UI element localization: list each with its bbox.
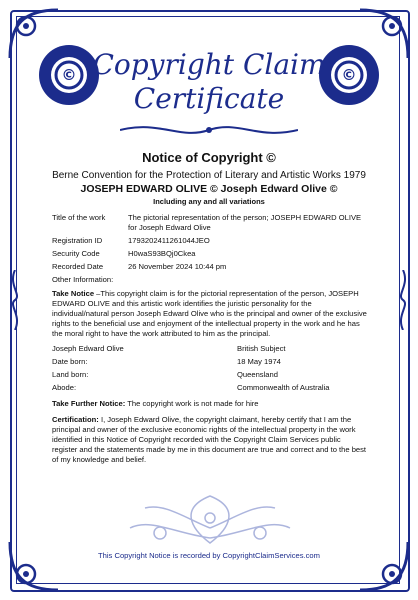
footer-note: This Copyright Notice is recorded by CopyrightClaimServices.com — [98, 551, 320, 560]
title-flourish — [120, 120, 298, 140]
person-value: 18 May 1974 — [237, 357, 281, 366]
detail-value: H0waS93BQj0Ckea — [128, 249, 196, 258]
bottom-ornament — [120, 488, 300, 548]
certification-paragraph — [52, 415, 368, 465]
detail-label: Other Information: — [52, 275, 114, 284]
detail-row — [52, 236, 368, 246]
detail-value — [113, 275, 368, 285]
svg-text:©: © — [341, 66, 357, 84]
certification-label: Certification: — [52, 415, 99, 424]
detail-value: 26 November 2024 10:44 pm — [128, 262, 227, 271]
take-notice-label: Take Notice — [52, 289, 95, 298]
further-notice-paragraph — [52, 399, 368, 409]
further-notice-label: Take Further Notice: — [52, 399, 126, 408]
side-ornament-left — [8, 270, 22, 330]
certification-text: I, Joseph Edward Olive, the copyright claimant, hereby certify that I am the principal and owner of the exclusive economic rights of the intellectual property in the work identified in this Notice of Copyright recorded with the Copyright Claim Services public register and the statements made by me in this document are true and correct and to the best of my knowledge and belief. — [52, 415, 367, 464]
person-row — [52, 344, 368, 354]
detail-row — [52, 275, 368, 285]
svg-text:©: © — [61, 66, 77, 84]
further-notice-text: The copyright work is not made for hire — [125, 399, 259, 408]
detail-row — [52, 213, 368, 233]
person-row — [52, 370, 368, 380]
person-row — [52, 383, 368, 393]
detail-label: Registration ID — [52, 236, 103, 245]
side-ornament-right — [396, 270, 410, 330]
person-label: Joseph Edward Olive — [52, 344, 124, 353]
take-notice-paragraph — [52, 289, 368, 339]
person-value: Queensland — [237, 370, 278, 379]
detail-value: 1793202411261044JEO — [128, 236, 210, 245]
notice-heading: Notice of Copyright © — [142, 150, 276, 165]
person-label: Abode: — [52, 383, 77, 392]
person-value: Commonwealth of Australia — [237, 383, 330, 392]
detail-label: Security Code — [52, 249, 100, 258]
including-variations: Including any and all variations — [153, 197, 265, 206]
detail-row — [52, 249, 368, 259]
person-label: Date born: — [52, 357, 88, 366]
certificate-title-line1: Copyright Claim — [92, 48, 326, 81]
person-details — [52, 344, 368, 393]
claimant-names: JOSEPH EDWARD OLIVE © Joseph Edward Olive © — [80, 183, 338, 195]
detail-value: The pictorial representation of the person; JOSEPH EDWARD OLIVE for Joseph Edward Olive — [128, 213, 362, 232]
person-row — [52, 357, 368, 367]
detail-label: Title of the work — [52, 213, 106, 222]
corner-ornament-bottom-right — [354, 536, 414, 596]
take-notice-text: –This copyright claim is for the pictorial representation of the person, JOSEPH EDWARD OLIVE and this artistic work identifies the juristic personality for the individual/natural person Joseph Edward Olive who is the principal and owner of the exclusive rights to the beneficial use and enjoyment of the intellectual property in the work and he has the moral right to have the work attributed to him as the principal. — [52, 289, 367, 338]
certificate-title-line2: Certificate — [133, 82, 285, 115]
certificate-body — [52, 213, 368, 465]
detail-label: Recorded Date — [52, 262, 104, 271]
convention-line: Berne Convention for the Protection of Literary and Artistic Works 1979 — [52, 170, 366, 181]
corner-ornament-bottom-left — [4, 536, 64, 596]
person-value: British Subject — [237, 344, 286, 353]
person-label: Land born: — [52, 370, 89, 379]
detail-row — [52, 262, 368, 272]
